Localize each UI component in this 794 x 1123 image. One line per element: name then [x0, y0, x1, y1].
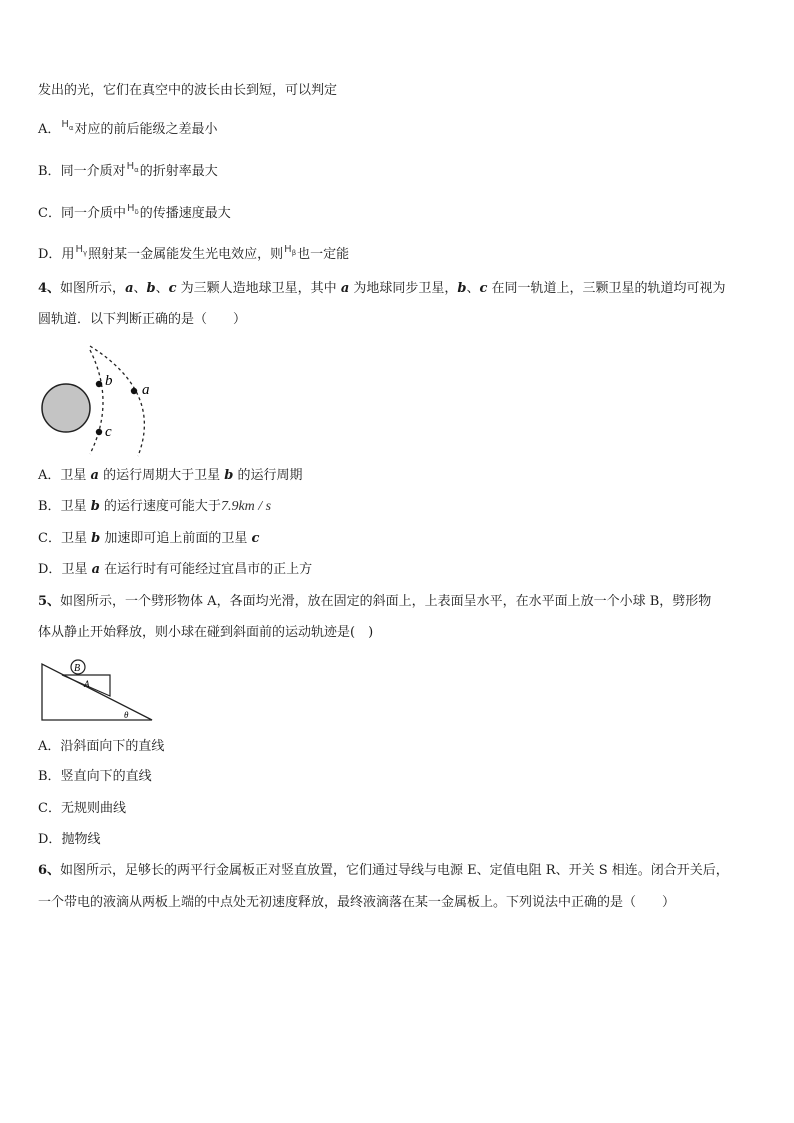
- option-text: 用: [61, 247, 75, 262]
- q4-stem-line2: 圆轨道．以下判断正确的是（ ）: [38, 312, 247, 327]
- label-c: c: [105, 424, 112, 440]
- h-delta-symbol: Hδ: [126, 203, 139, 216]
- option-text: 同一介质对: [60, 164, 126, 179]
- q3-option-c[interactable]: [38, 205, 231, 227]
- fixed-incline: [42, 664, 152, 720]
- option-letter: C．: [38, 801, 61, 816]
- label-angle: θ: [124, 710, 129, 720]
- satellite-c-dot: [96, 429, 102, 435]
- label-a: a: [142, 382, 150, 398]
- speed-expression: 7.9km / s: [220, 499, 272, 514]
- satellite-b-dot: [96, 381, 102, 387]
- option-letter: B．: [38, 164, 61, 179]
- option-letter: D．: [38, 247, 62, 262]
- label-ball-b: B: [74, 663, 81, 674]
- h-alpha-symbol: Hα: [61, 119, 74, 132]
- option-letter: B．: [38, 769, 61, 784]
- inner-orbit: [90, 350, 103, 454]
- option-text: 照射某一金属能发生光电效应，则: [88, 247, 284, 262]
- q5-wedge-figure: [38, 656, 158, 724]
- q4-option-a[interactable]: A．卫星 a 的运行周期大于卫星 b 的运行周期: [38, 468, 303, 483]
- q3-option-a[interactable]: [38, 121, 218, 143]
- option-letter: A．: [38, 468, 61, 483]
- earth-circle: [42, 384, 90, 432]
- q4-option-c[interactable]: C．卫星 b 加速即可追上前面的卫星 c: [38, 531, 260, 546]
- option-text: 也一定能: [297, 247, 350, 262]
- q3-option-d[interactable]: [38, 246, 349, 268]
- option-text: 的折射率最大: [139, 164, 218, 179]
- q4-option-d[interactable]: D．卫星 a 在运行时有可能经过宜昌市的正上方: [38, 562, 313, 577]
- q4-satellite-figure: [38, 342, 168, 457]
- question-number: 6、: [38, 863, 61, 878]
- q6-stem-line1: 6、如图所示，足够长的两平行金属板正对竖直放置，它们通过导线与电源 E、定值电阻 R、开关 S 相连。闭合开关后，: [38, 863, 729, 878]
- option-text: 同一介质中: [60, 206, 126, 221]
- option-letter: C．: [38, 206, 61, 221]
- label-wedge-a: A: [84, 679, 90, 689]
- q5-option-c[interactable]: C．无规则曲线: [38, 801, 126, 816]
- h-gamma-symbol: Hγ: [75, 244, 88, 257]
- satellite-a-dot: [131, 388, 137, 394]
- question-number: 5、: [38, 594, 61, 609]
- outer-orbit: [90, 346, 144, 456]
- option-text: 对应的前后能级之差最小: [74, 122, 218, 137]
- option-letter: A．: [38, 122, 61, 137]
- q4-option-b[interactable]: B．卫星 b 的运行速度可能大于7.9km / s: [38, 499, 272, 514]
- option-text: 的传播速度最大: [139, 206, 231, 221]
- h-beta-symbol: Hβ: [284, 244, 297, 257]
- label-b: b: [105, 373, 113, 389]
- option-letter: A．: [38, 739, 61, 754]
- question-number: 4、: [38, 281, 61, 296]
- option-letter: C．: [38, 531, 61, 546]
- h-alpha-symbol: Hα: [126, 161, 139, 174]
- option-letter: D．: [38, 832, 62, 847]
- q6-stem-line2: 一个带电的液滴从两板上端的中点处无初速度释放，最终液滴落在某一金属板上。下列说法中正确的是（ ）: [38, 895, 676, 910]
- q5-option-a[interactable]: A．沿斜面向下的直线: [38, 739, 165, 754]
- q5-stem-line1: 5、如图所示，一个劈形物体 A，各面均光滑，放在固定的斜面上，上表面呈水平，在水平面上放一个小球 B，劈形物: [38, 594, 712, 609]
- q3-option-b[interactable]: [38, 163, 218, 185]
- q3-stem-tail: 发出的光，它们在真空中的波长由长到短，可以判定: [38, 83, 338, 98]
- q5-option-d[interactable]: D．抛物线: [38, 832, 101, 847]
- q4-stem-line1: 4、如图所示，a、b、c 为三颗人造地球卫星，其中 a 为地球同步卫星，b、c 在同一轨道上，三颗卫星的轨道均可视为: [38, 281, 726, 296]
- q5-stem-line2: 体从静止开始释放，则小球在碰到斜面前的运动轨迹是( ): [38, 625, 374, 640]
- option-letter: B．: [38, 499, 61, 514]
- option-letter: D．: [38, 562, 62, 577]
- q5-option-b[interactable]: B．竖直向下的直线: [38, 769, 152, 784]
